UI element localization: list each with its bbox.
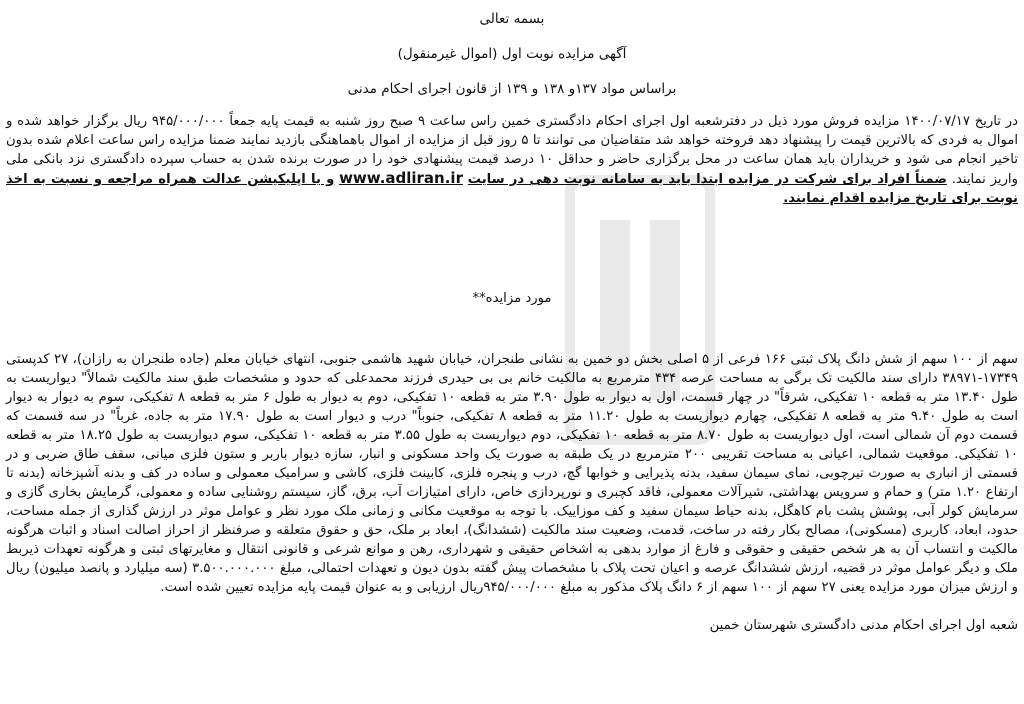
registration-notice-end: و یا اپلیکیشن عدالت همراه مراجعه و نسبت به اخذ نوبت برای تاریخ مزایده اقدام نمایند.: [6, 172, 1018, 206]
notice-title: آگهی مزایده نوبت اول (اموال غیرمنقول): [397, 46, 627, 62]
website-link[interactable]: www.adliran.ir: [339, 169, 463, 187]
section-title: مورد مزایده**: [472, 291, 552, 306]
intro-text: در تاریخ ۱۴۰۰/۰۷/۱۷ مزایده فروش مورد ذیل در دفترشعبه اول اجرای احکام دادگستری خمین راس ساعت ۹ صبح روز شنبه به قیمت پایه جمعاً ۹۴۵/۰۰۰/۰۰۰ ریال برگزار خواهد شده و اموال به فردی که بالاترین قیمت را پیشنهاد دهد فروخته خواهد شد متقاضیان می توانند تا ۵ روز قبل از مزایده از اموال باهماهنگی بازدید نمایند ضمنا مزایده راس ساعت اعلام شده بدون تاخیر انجام می شود و خریداران باید همان ساعت در محل برگزاری حاضر و حداقل ۱۰ درصد قیمت پیشنهادی خود را در صورت برنده شدن به حساب سپرده دادگستری نزد بانکی ملی واریز نمایند.: [6, 114, 1018, 187]
property-description: سهم از ۱۰۰ سهم از شش دانگ پلاک ثبتی ۱۶۶ فرعی از ۵ اصلی بخش دو خمین به نشانی طنجران، خیابان شهید هاشمی جنوبی، انتهای خیابان معلم (جاده طنجران به رازان)، ۲۷ کدپستی ۱۷۳۴۹-۳۸۹۷۱ دارای سند مالکیت تک برگی به مساحت عرصه ۴۳۴ مترمربع به مالکیت خانم بی بی حیدری فرزند محمدعلی که حدود و مشخصات طبق سند مالکیت شمالاً" دیواریست به طول ۱۳.۴۰ متر به قطعه ۱۰ تفکیکی، شرقاً" در چهار قسمت، اول به دیوار به طول ۳.۹۰ متر به قطعه ۱۰ تفکیکی، دوم به دیوار به طول ۶ متر به قطعه ۸ تفکیکی، سوم به دیوار به دیوار است به طول ۹.۴۰ متر به قطعه ۸ تفکیکی، چهارم دیواریست به طول ۱۱.۲۰ متر به قطعه ۸ تفکیکی، جنوباً" درب و دیوار است به طول ۱۷.۹۰ متر به جاده، غرباً" در سه قسمت که قسمت دوم آن شمالی است، اول دیواریست به طول ۸.۷۰ متر به قطعه ۱۰ تفکیکی، دوم دیواریست به طول ۳.۵۵ متر به قطعه ۱۰ تفکیکی، سوم دیواریست به طول ۱۸.۲۵ متر به قطعه ۱۰ تفکیکی. موقعیت شمالی، اعیانی به مساحت تقریبی ۲۰۰ مترمربع در یک طبقه به صورت یک واحد مسکونی و انبار، سازه دیوار باربر و ستون فلزی میانی، سقف طاق ضربی و در قسمتی از انباری به صورت تیرچوبی، نمای سیمان سفید، بدنه پذیرایی و خوابها گچ، درب و پنجره فلزی، کابینت فلزی، کاشی و سرامیک معمولی و ساده در کف و بدنه آشپزخانه (بدنه تا ارتفاع ۱.۲۰ متر) و حمام و سرویس بهداشتی، شیرآلات معمولی، فاقد کچبری و نورپردازی خاص، دارای امتیازات آب، برق، گاز، سیستم روشنایی ساده و معمولی، گرمایش بخاری گازی و سرمایش کولر آبی، پوشش پشت بام کاهگل، بدنه حیاط سیمان سفید و کف موزاییک. با توجه به موقعیت مکانی و زمانی ملک مورد نظر و عوامل موثر در ارزش گذاری از جمله مساحت، حدود، ابعاد، کاربری (مسکونی)، مصالح بکار رفته در ساخت، قدمت، وضعیت سند مالکیت (ششدانگ)، ابعاد بر ملک، حق و حقوق متعلقه و صرفنظر از احراز اصالت اسناد و اثبات هرگونه مالکیت و انتساب آن به هر شخص حقیقی و حقوقی و فارغ از موارد بدهی به اشخاص حقیقی و شهرداری، رهن و موانع شرعی و قانونی انتقال و مغایرتهای ثبتی و هرگونه تعهدات ذیربط ملک و دیگر عوامل موثر در قضیه، ارزش ششدانگ عرصه و اعیان تحت پلاک با مشخصات پیش گفته بدون دیون و تعهدات احتمالی، مبلغ ۳.۵۰۰.۰۰۰.۰۰۰ (سه میلیارد و پانصد میلیون) ریال و ارزش میزان مورد مزایده یعنی ۲۷ سهم از ۱۰۰ سهم از ۶ دانگ پلاک مذکور به مبلغ ۹۴۵/۰۰۰/۰۰۰ریال ارزیابی و به عنوان قیمت پایه مزایده تعیین شده است.: [6, 352, 1018, 595]
intro-paragraph: [6, 112, 1018, 208]
signature-line: شعبه اول اجرای احکام مدنی دادگستری شهرستان خمین: [709, 618, 1018, 633]
invocation-heading: بسمه تعالی: [479, 11, 545, 27]
registration-notice: ضمناً افراد برای شرکت در مزایده ابتدا باید به سامانه نوبت دهی در سایت: [467, 172, 947, 187]
legal-basis: براساس مواد ۱۳۷و ۱۳۸ و ۱۳۹ از قانون اجرای احکام مدنی: [347, 81, 677, 97]
